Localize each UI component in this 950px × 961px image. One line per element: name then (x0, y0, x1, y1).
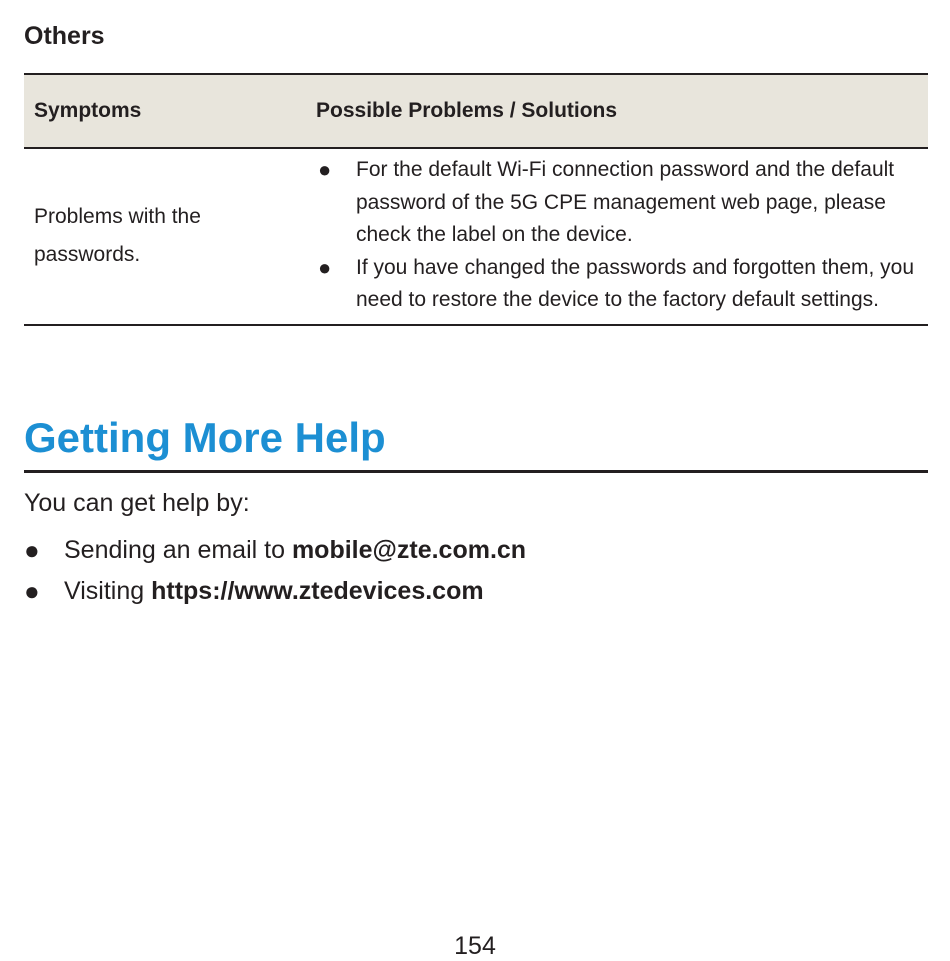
troubleshooting-table (24, 73, 928, 326)
column-header-solutions: Possible Problems / Solutions (316, 74, 928, 148)
help-item-email (24, 530, 526, 571)
bullet-icon: ● (318, 157, 332, 182)
help-list (24, 530, 526, 612)
bullet-icon: ● (318, 254, 332, 280)
help-item-prefix: Visiting (64, 577, 152, 605)
help-intro: You can get help by: (24, 489, 250, 517)
bullet-icon: ● (24, 576, 40, 606)
column-header-symptoms: Symptoms (24, 74, 316, 148)
website-link[interactable]: https://www.ztedevices.com (151, 577, 484, 605)
symptom-text-line: Problems with the (34, 205, 201, 229)
help-heading: Getting More Help (24, 412, 928, 473)
symptom-text-line: passwords. (34, 243, 141, 267)
solution-item (316, 154, 928, 252)
table-header-row (24, 74, 928, 148)
solutions-cell (316, 148, 928, 325)
page-number: 154 (454, 932, 496, 960)
bullet-icon: ● (24, 535, 40, 565)
symptom-cell (24, 148, 316, 325)
solution-text: If you have changed the passwords and forgotten them, you need to restore the device to the factory default settings. (356, 255, 915, 311)
help-item-prefix: Sending an email to (64, 536, 292, 564)
solution-text: For the default Wi-Fi connection password and the default password of the 5G CPE management web page, please check the label on the device. (356, 158, 895, 246)
email-link[interactable]: mobile@zte.com.cn (291, 536, 527, 564)
solutions-list (316, 154, 928, 317)
section-title: Others (24, 22, 105, 50)
table-row (24, 148, 928, 325)
help-item-website (24, 571, 526, 612)
solution-item (316, 252, 928, 317)
